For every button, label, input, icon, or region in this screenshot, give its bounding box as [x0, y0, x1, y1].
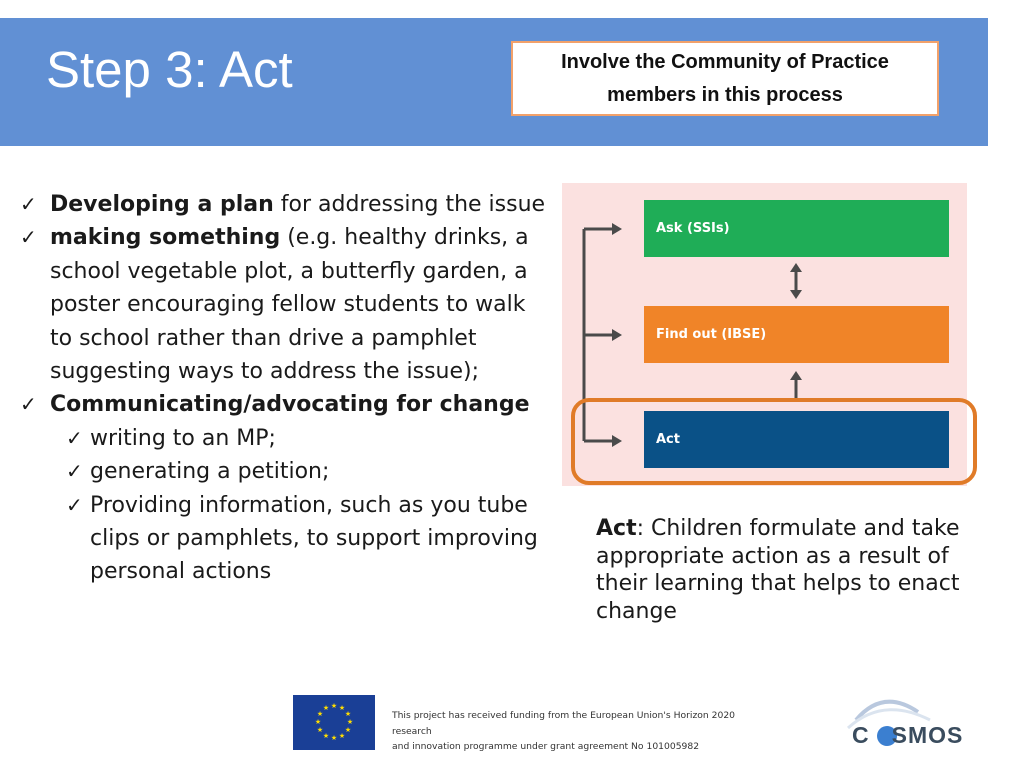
eu-stars-icon [293, 695, 375, 750]
funding-line-2: and innovation programme under grant agreement No 101005982 [392, 741, 700, 752]
callout-box [511, 41, 939, 116]
sub-bullet-text: writing to an MP; [90, 425, 276, 451]
description-term: Act [596, 516, 637, 541]
arrowhead-down-1 [790, 290, 802, 299]
svg-text:★: ★ [338, 704, 346, 712]
sub-bullet-text: Providing information, such as you tube clips or pamphlets, to support improving personal actions [90, 492, 538, 585]
svg-text:★: ★ [344, 710, 352, 718]
bullet-bold: making something [50, 225, 281, 251]
act-description [596, 515, 976, 625]
logo-text [852, 722, 963, 749]
arrowhead-ask [612, 223, 622, 235]
callout-text: Involve the Community of Practice members in this process [561, 50, 889, 106]
logo-letter-c: C [852, 722, 870, 748]
svg-text:★: ★ [316, 726, 324, 734]
checkmark-icon: ✓ [20, 392, 37, 417]
svg-text:★: ★ [330, 702, 338, 710]
arrowhead-up-2 [790, 371, 802, 380]
checkmark-icon: ✓ [66, 425, 83, 450]
cosmos-logo [838, 690, 968, 750]
eu-flag [293, 695, 375, 750]
funding-line-1: This project has received funding from the European Union's Horizon 2020 research [392, 710, 736, 737]
step-find-label: Find out (IBSE) [656, 327, 767, 342]
arrowhead-up-1 [790, 263, 802, 272]
svg-text:★: ★ [346, 718, 354, 726]
svg-text:★: ★ [314, 718, 322, 726]
checkmark-icon: ✓ [20, 225, 37, 250]
step-ask-label: Ask (SSIs) [656, 221, 730, 236]
svg-text:★: ★ [322, 732, 330, 740]
description-text: : Children formulate and take appropriate action as a result of their learning that helps to enact change [596, 516, 960, 624]
bullet-text: (e.g. healthy drinks, a school vegetable plot, a butterfly garden, a poster encouraging fellow students to walk to school rather than drive a pamphlet suggesting ways to address the issue); [50, 225, 529, 385]
step-act-label: Act [656, 432, 680, 447]
checkmark-icon: ✓ [20, 192, 37, 216]
svg-text:★: ★ [322, 704, 330, 712]
logo-letters: SMOS [891, 722, 964, 748]
sub-bullet-text: generating a petition; [90, 459, 330, 485]
bullet-list [20, 188, 550, 589]
bullet-item [20, 388, 550, 421]
act-highlight-frame [571, 398, 977, 485]
bullet-text: for addressing the issue [273, 192, 546, 217]
arrowhead-find [612, 329, 622, 341]
svg-text:★: ★ [316, 710, 324, 718]
slide-title: Step 3: Act [46, 41, 293, 98]
sub-bullet-item [20, 489, 550, 589]
bullet-item [20, 221, 550, 388]
bullet-bold: Developing a plan [50, 192, 274, 217]
sub-bullet-item [20, 455, 550, 488]
bullet-item [20, 188, 550, 221]
funding-notice [392, 708, 752, 755]
svg-text:★: ★ [344, 726, 352, 734]
checkmark-icon: ✓ [66, 492, 83, 517]
bullet-bold: Communicating/advocating for change [50, 392, 530, 418]
svg-text:★: ★ [338, 732, 346, 740]
svg-text:★: ★ [330, 734, 338, 742]
checkmark-icon: ✓ [66, 459, 83, 484]
sub-bullet-item [20, 422, 550, 455]
